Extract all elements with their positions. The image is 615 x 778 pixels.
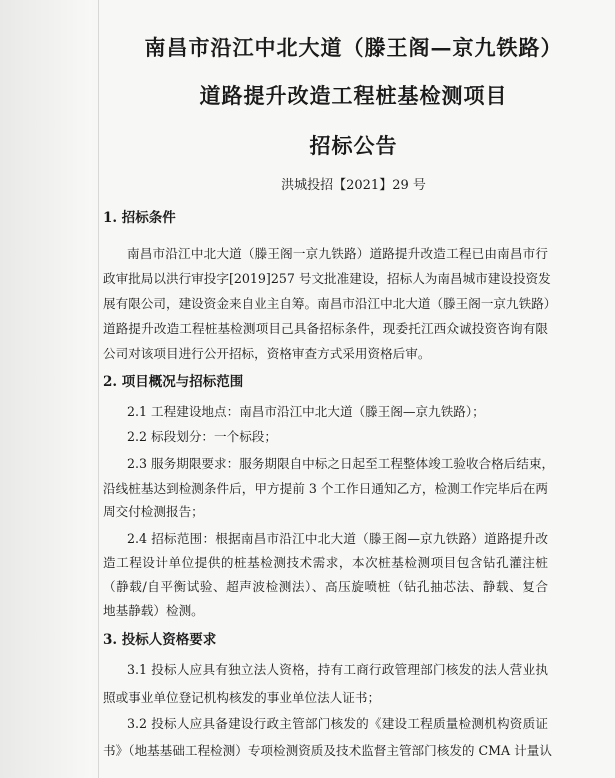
text-line: 政审批局以洪行审投字[2019]257 号文批准建设，招标人为南昌城市建设投资发 xyxy=(103,271,551,286)
text-line: 道路提升改造工程桩基检测项目己具备招标条件，现委托江西众诚投资咨询有限 xyxy=(103,321,548,336)
text-line: 书》（地基基础工程检测）专项检测资质及技术监督主管部门核发的 CMA 计量认 xyxy=(103,743,552,758)
document-number: 洪城投招【2021】29 号 xyxy=(281,178,426,193)
text-line: 沿线桩基达到检测条件后，甲方提前 3 个工作日通知乙方，检测工作完毕后在两 xyxy=(103,481,548,496)
scan-edge xyxy=(0,0,92,778)
text-line: 展有限公司，建设资金来自业主自筹。南昌市沿江中北大道（滕王阁一京九铁路） xyxy=(103,296,557,311)
title-line-3: 招标公告 xyxy=(309,133,398,158)
text-line: 周交付检测报告； xyxy=(103,504,204,519)
text-line: 造工程设计单位提供的桩基检测技术需求，本次桩基检测项目包含钻孔灌注桩 xyxy=(103,555,548,570)
text-line: 公司对该项目进行公开招标，资格审查方式采用资格后审。 xyxy=(103,346,431,361)
section-3-heading: 3. 投标人资格要求 xyxy=(103,632,217,648)
title-line-2: 道路提升改造工程桩基检测项目 xyxy=(199,83,508,108)
text-line: 2.1 工程建设地点：南昌市沿江中北大道（滕王阁—京九铁路）； xyxy=(127,404,485,419)
text-line: （静载/自平衡试验、超声波检测法）、高压旋喷桩（钻孔抽芯法、静载、复合 xyxy=(103,579,548,594)
section-1-heading: 1. 招标条件 xyxy=(103,210,176,226)
text-line: 南昌市沿江中北大道（滕王阁一京九铁路）道路提升改造工程已由南昌市行 xyxy=(127,246,548,261)
text-line: 地基静载）检测。 xyxy=(103,603,204,618)
section-2-heading: 2. 项目概况与招标范围 xyxy=(103,374,244,390)
text-line: 照或事业单位登记机构核发的事业单位法人证书； xyxy=(103,690,381,705)
text-line: 3.1 投标人应具有独立法人资格，持有工商行政管理部门核发的法人营业执 xyxy=(127,662,548,677)
text-line: 3.2 投标人应具备建设行政主管部门核发的《建设工程质量检测机构资质证 xyxy=(127,716,548,731)
page-fold-line xyxy=(98,0,99,778)
text-line: 2.3 服务期限要求：服务期限自中标之日起至工程整体竣工验收合格后结束， xyxy=(127,456,555,471)
title-line-1: 南昌市沿江中北大道（滕王阁—京九铁路） xyxy=(144,35,563,60)
text-line: 2.2 标段划分：一个标段； xyxy=(127,429,277,444)
text-line: 2.4 招标范围：根据南昌市沿江中北大道（滕王阁—京九铁路）道路提升改 xyxy=(127,531,548,546)
